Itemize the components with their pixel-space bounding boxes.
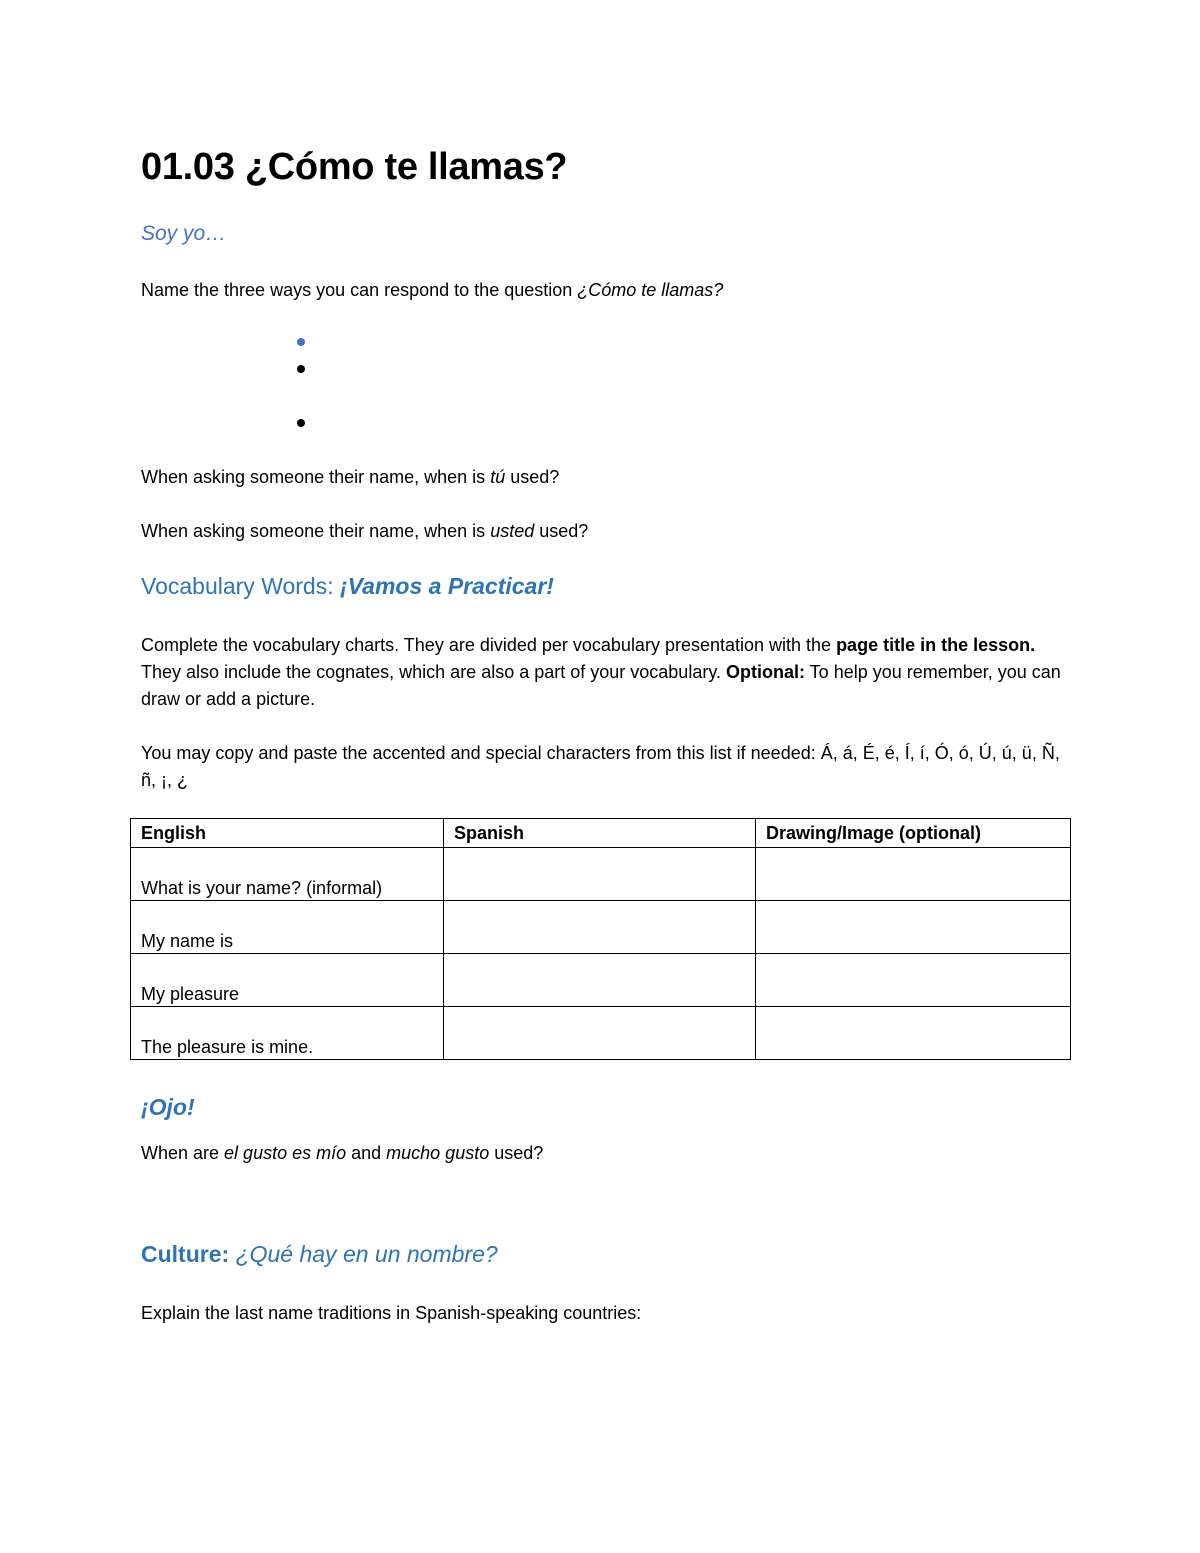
table-row bbox=[131, 901, 1071, 954]
english-cell: The pleasure is mine. bbox=[131, 1007, 444, 1060]
page-title: 01.03 ¿Cómo te llamas? bbox=[141, 146, 568, 188]
english-cell: My pleasure bbox=[131, 954, 444, 1007]
heading-bold-text: Culture: bbox=[141, 1241, 236, 1267]
instruction-bold-text: Optional: bbox=[726, 662, 805, 682]
spanish-answer-cell[interactable] bbox=[444, 1007, 756, 1060]
column-header-spanish: Spanish bbox=[444, 819, 756, 848]
spanish-answer-cell[interactable] bbox=[444, 848, 756, 901]
instruction-text: Complete the vocabulary charts. They are divided per vocabulary presentation with the bbox=[141, 635, 837, 655]
column-header-drawing: Drawing/Image (optional) bbox=[756, 819, 1071, 848]
question-text: When are bbox=[141, 1143, 225, 1163]
bullet-point-3 bbox=[297, 419, 305, 427]
drawing-cell[interactable] bbox=[756, 1007, 1071, 1060]
spanish-answer-cell[interactable] bbox=[444, 901, 756, 954]
vocabulary-instructions bbox=[141, 632, 1061, 713]
question-italic-text: mucho gusto bbox=[386, 1143, 490, 1163]
question-italic-text: tú bbox=[490, 467, 506, 487]
table-row bbox=[131, 1007, 1071, 1060]
special-characters-note: You may copy and paste the accented and special characters from this list if needed: Á, á, É, é, Í, í, Ó, ó, Ú, ú, ü, Ñ, ñ, ¡, ¿ bbox=[141, 743, 1060, 790]
spanish-answer-cell[interactable] bbox=[444, 954, 756, 1007]
instruction-text: To help you remember, you can draw or add a picture. bbox=[141, 662, 1061, 709]
table-row bbox=[131, 954, 1071, 1007]
section-heading-soy-yo: Soy yo… bbox=[141, 222, 227, 245]
drawing-cell[interactable] bbox=[756, 848, 1071, 901]
instruction-text: They also include the cognates, which are also a part of your vocabulary. bbox=[141, 662, 726, 682]
drawing-cell[interactable] bbox=[756, 954, 1071, 1007]
vocabulary-table bbox=[130, 818, 1071, 1060]
bullet-point-2 bbox=[297, 365, 305, 373]
column-header-english: English bbox=[131, 819, 444, 848]
english-cell: What is your name? (informal) bbox=[131, 848, 444, 901]
question-text: used? bbox=[505, 467, 560, 487]
question-gusto bbox=[141, 1140, 543, 1167]
question-text: used? bbox=[534, 521, 589, 541]
bullet-point-1 bbox=[297, 338, 305, 346]
section-heading-ojo: ¡Ojo! bbox=[141, 1094, 195, 1120]
table-header-row bbox=[131, 819, 1071, 848]
question-text: When asking someone their name, when is bbox=[141, 467, 491, 487]
table-row bbox=[131, 848, 1071, 901]
question-text: When asking someone their name, when is bbox=[141, 521, 491, 541]
question-usted bbox=[141, 518, 588, 545]
heading-text: Vocabulary Words: bbox=[141, 573, 341, 599]
question-text: Name the three ways you can respond to the question bbox=[141, 280, 578, 300]
question-text: used? bbox=[489, 1143, 544, 1163]
question-last-name: Explain the last name traditions in Spanish-speaking countries: bbox=[141, 1303, 642, 1323]
question-italic-text: ¿Cómo te llamas? bbox=[577, 280, 724, 300]
instruction-bold-text: page title in the lesson. bbox=[836, 635, 1036, 655]
english-cell: My name is bbox=[131, 901, 444, 954]
drawing-cell[interactable] bbox=[756, 901, 1071, 954]
heading-italic-text: ¿Qué hay en un nombre? bbox=[235, 1241, 498, 1267]
question-three-ways bbox=[141, 277, 723, 304]
heading-italic-text: ¡Vamos a Practicar! bbox=[340, 573, 554, 599]
question-italic-text: usted bbox=[490, 521, 535, 541]
question-tu bbox=[141, 464, 559, 491]
question-italic-text: el gusto es mío bbox=[224, 1143, 347, 1163]
section-heading-culture bbox=[141, 1241, 498, 1268]
section-heading-vocabulary bbox=[141, 573, 554, 600]
question-text: and bbox=[346, 1143, 387, 1163]
